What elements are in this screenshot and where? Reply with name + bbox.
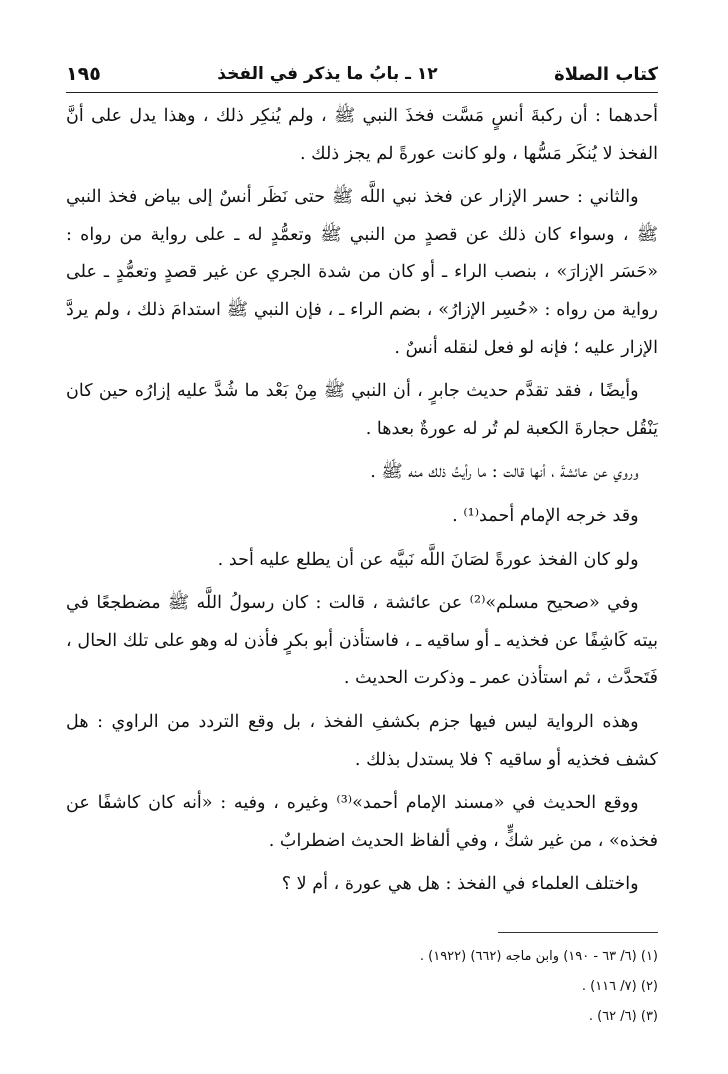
paragraph: وقد خرجه الإمام أحمد⁽¹⁾ .	[452, 505, 639, 526]
paragraph: ووقع الحديث في «مسند الإمام أحمد»⁽³⁾ وغيره ، وفيه : «أنه كان كاشفًا عن فخذه» ، من غير شكٍّ ، وفي ألفاظ الحديث اضطرابٌ .	[66, 793, 658, 851]
paragraph: وفي «صحيح مسلم»⁽²⁾ عن عائشة ، قالت : كان رسولُ اللَّه ﷺ مضطجعًا في بيته كَاشِفًا عن فخذيه ـ أو ساقيه ـ ، فاستأذن أبو بكرٍ فأذن له وهو على تلك الحال ، فَتَحدَّث ، ثم استأذن عمر ـ وذكرت الحديث .	[66, 593, 658, 689]
paragraph: ولو كان الفخذ عورةً لصَانَ اللَّه نَبيَّه عن أن يطلع عليه أحد .	[217, 549, 639, 570]
paragraph: واختلف العلماء في الفخذ : هل هي عورة ، أم لا ؟	[281, 874, 639, 895]
paragraph: وروي عن عائشةَ ، أنها قالت : ما رأيتُ ذلك منه ﷺ .	[370, 462, 639, 483]
paragraph: وأيضًا ، فقد تقدَّم حديث جابرٍ ، أن النبي ﷺ مِنْ بَعْد ما شُدَّ عليه إزارُه حين كان يَنْقُل حجارةَ الكعبة لم تُر له عورةٌ بعدها .	[66, 381, 658, 439]
footnote: (٢) (٧/ ١١٦) .	[581, 979, 658, 994]
paragraph: وهذه الرواية ليس فيها جزم بكشفِ الفخذ ، بل وقع التردد من الراوي : هل كشف فخذيه أو ساقيه ؟ فلا يستدل بذلك .	[66, 711, 658, 770]
page-number: ١٩٥	[66, 63, 101, 85]
book-title: كتاب الصلاة	[554, 63, 658, 85]
footnotes	[66, 942, 658, 1032]
chapter-title: ١٢ ـ بابُ ما يذكر في الفخذ	[217, 64, 438, 84]
footnote-divider	[498, 932, 658, 933]
footnote: (١) (٦/ ٦٣ - ١٩٠) وابن ماجه (٦٦٢) (١٩٢٢) .	[419, 949, 658, 964]
paragraph: أحدهما : أن ركبةَ أنسٍ مَسَّت فخذَ النبي ﷺ ، ولم يُنكِر ذلك ، وهذا يدل على أنَّ الفخذ لا يُنكَر مَسُّها ، ولو كانت عورةً لم يجز ذلك .	[66, 106, 658, 164]
paragraph: والثاني : حسر الإزار عن فخذ نبي اللَّه ﷺ حتى نَظَر أنسٌ إلى بياض فخذ النبي ﷺ ، وسواء كان ذلك عن قصدٍ من النبي ﷺ وتعمُّدٍ له ـ على رواية من رواه : «حَسَر الإزارَ» ، بنصب الراء ـ أو كان من شدة الجري عن غير قصدٍ وتعمُّدٍ ـ على رواية من رواه : «حُسِر الإزارُ» ، بضم الراء ـ ، فإن النبي ﷺ استدامَ ذلك ، ولم يردَّ الإزار عليه ؛ فإنه لو فعل لنقله أنسٌ .	[66, 187, 658, 358]
running-header	[66, 56, 658, 93]
footnote: (٣) (٦/ ٦٢) .	[588, 1009, 658, 1024]
main-text	[66, 98, 658, 910]
